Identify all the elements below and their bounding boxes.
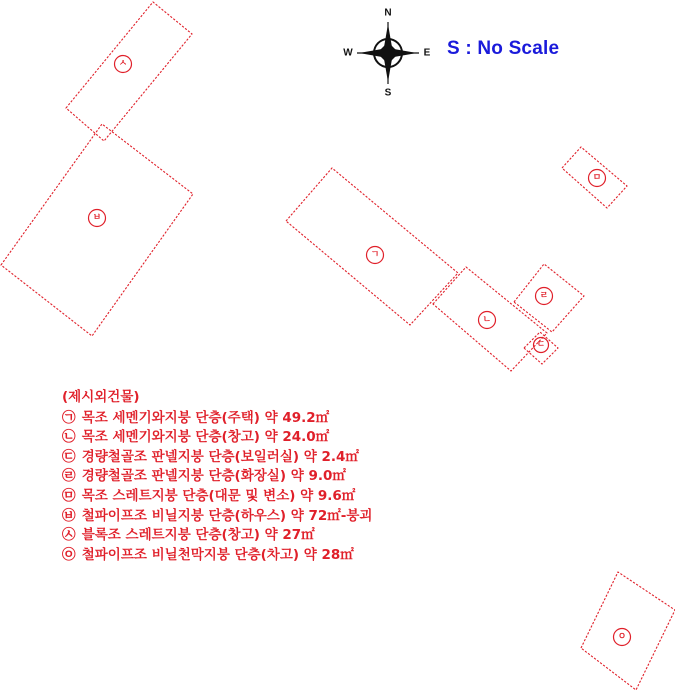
- scale-note: S : No Scale: [447, 38, 560, 59]
- legend-item: [62, 467, 372, 487]
- building-label-ㅇ: [614, 629, 631, 646]
- legend: [62, 388, 372, 565]
- legend-item: [62, 448, 372, 468]
- legend-item: [62, 546, 372, 566]
- legend-item: [62, 428, 372, 448]
- legend-item: [62, 487, 372, 507]
- label-text: ㄱ: [370, 250, 380, 260]
- legend-marker: ㉡: [62, 429, 76, 446]
- label-text: ㅅ: [118, 59, 128, 69]
- legend-text: 철파이프조 비닐지붕 단층(하우스) 약 72㎡-붕괴: [81, 507, 373, 524]
- building-outline-ㅂ: [1, 124, 193, 336]
- building-outline-ㄹ: [514, 264, 584, 332]
- legend-marker: ㉢: [62, 448, 76, 465]
- legend-text: 목조 세멘기와지붕 단층(창고) 약 24.0㎡: [81, 429, 330, 446]
- building-label-ㄴ: [479, 312, 496, 329]
- compass-south: S: [384, 87, 392, 99]
- legend-item: [62, 409, 372, 429]
- legend-text: 철파이프조 비닐천막지붕 단층(차고) 약 28㎡: [81, 546, 354, 563]
- building-label-ㅂ: [89, 210, 106, 227]
- legend-text: 목조 세멘기와지붕 단층(주택) 약 49.2㎡: [81, 409, 330, 426]
- legend-list: [62, 409, 372, 566]
- label-text: ㅇ: [617, 632, 627, 642]
- legend-marker: ㉦: [62, 527, 76, 544]
- label-text: ㅂ: [92, 213, 102, 223]
- label-text: ㄷ: [536, 340, 546, 350]
- building-label-ㄹ: [536, 288, 553, 305]
- legend-marker: ㉥: [62, 507, 76, 524]
- building-label-ㅁ: [589, 170, 606, 187]
- label-text: ㄹ: [539, 291, 549, 301]
- building-label-ㅅ: [115, 56, 132, 73]
- compass-rose-icon: [343, 8, 430, 99]
- legend-text: 경량철골조 판넬지붕 단층(화장실) 약 9.0㎡: [81, 468, 346, 485]
- legend-marker: ㉧: [62, 546, 76, 563]
- building-label-ㄱ: [367, 247, 384, 264]
- compass-east: E: [423, 47, 431, 59]
- compass-north: N: [384, 7, 392, 19]
- legend-marker: ㉣: [62, 468, 76, 485]
- legend-item: [62, 526, 372, 546]
- label-text: ㅁ: [592, 173, 602, 183]
- building-label-ㄷ: [534, 338, 549, 353]
- legend-item: [62, 507, 372, 527]
- building-outline-ㅅ: [66, 2, 192, 141]
- legend-marker: ㉤: [62, 487, 76, 504]
- legend-title: (제시외건물): [62, 389, 140, 405]
- legend-text: 블록조 스레트지붕 단층(창고) 약 27㎡: [81, 527, 315, 544]
- legend-marker: ㉠: [62, 409, 76, 426]
- legend-text: 목조 스레트지붕 단층(대문 및 변소) 약 9.6㎡: [81, 487, 356, 504]
- legend-text: 경량철골조 판넬지붕 단층(보일러실) 약 2.4㎡: [81, 448, 359, 465]
- compass-west: W: [343, 47, 353, 59]
- label-text: ㄴ: [482, 315, 492, 325]
